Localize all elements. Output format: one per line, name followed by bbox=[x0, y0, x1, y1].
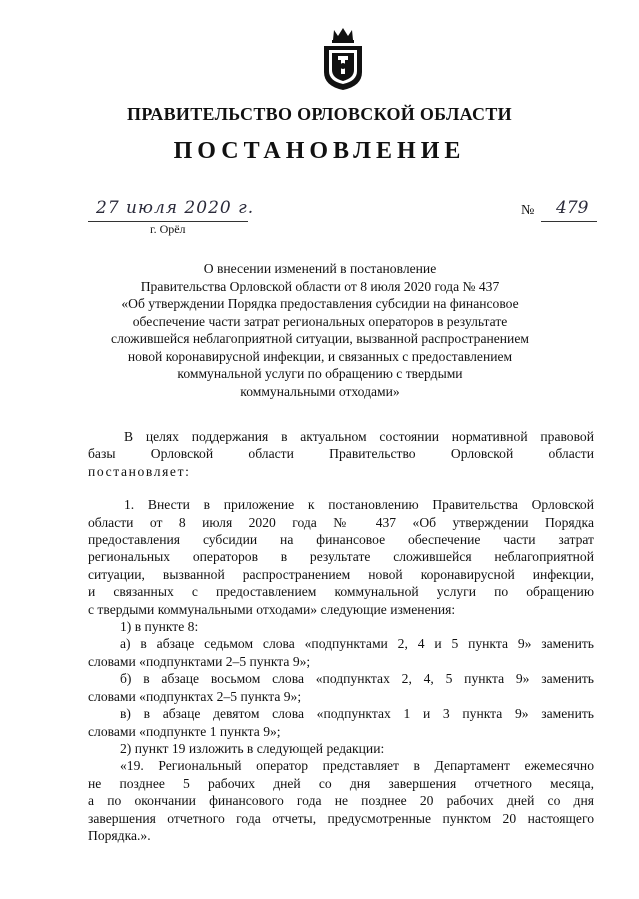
subject-line: сложившейся неблагоприятной ситуации, вызванной распространением bbox=[111, 331, 529, 346]
subject-line: новой коронавирусной инфекции, и связанных с предоставлением bbox=[127, 348, 513, 364]
clause19-line: Порядка.». bbox=[88, 827, 151, 843]
document-body bbox=[88, 428, 594, 844]
sub1b-line: словами «подпунктах 2–5 пункта 9»; bbox=[88, 688, 302, 704]
sub2-line: 2) пункт 19 изложить в следующей редакции: bbox=[120, 740, 385, 756]
item1-line: 1. Внести в приложение к постановлению Правительства Орловской bbox=[124, 497, 594, 513]
item1-line: ситуации, вызванной распространением новой коронавирусной инфекции, bbox=[88, 566, 594, 582]
document-type: ПОСТАНОВЛЕНИЕ bbox=[173, 138, 466, 164]
preamble-line: базы Орловской области Правительство Орловской области bbox=[88, 446, 594, 462]
clause19-line: «19. Региональный оператор представляет в Департамент ежемесячно bbox=[120, 758, 594, 774]
document-number: 479 bbox=[556, 198, 589, 218]
item1-line: с твердыми коммунальными отходами» следующие изменения: bbox=[88, 601, 456, 617]
subject-line: коммунальной услуги по обращению с твердыми bbox=[177, 366, 463, 381]
subject-line: Правительства Орловской области от 8 июля 2020 года № 437 bbox=[140, 278, 500, 294]
document-city: г. Орёл bbox=[150, 222, 186, 236]
sub1b-line: б) в абзаце восьмом слова «подпунктах 2, 4, 5 пункта 9» заменить bbox=[120, 671, 594, 687]
document-subject bbox=[70, 260, 570, 400]
coat-of-arms-icon bbox=[320, 26, 366, 92]
subject-line: коммунальными отходами» bbox=[240, 383, 400, 399]
item1-line: области от 8 июля 2020 года № 437 «Об утверждении Порядка bbox=[88, 514, 594, 530]
government-title: ПРАВИТЕЛЬСТВО ОРЛОВСКОЙ ОБЛАСТИ bbox=[127, 104, 512, 124]
sub1c-line: словами «подпункте 1 пункта 9»; bbox=[88, 723, 281, 739]
sub1-line: 1) в пункте 8: bbox=[120, 619, 199, 635]
subject-line: обеспечение части затрат региональных операторов в результате bbox=[132, 313, 508, 329]
number-label: № bbox=[521, 203, 535, 218]
sub1a-line: словами «подпунктами 2–5 пункта 9»; bbox=[88, 653, 311, 669]
item1-line: и связанных с предоставлением коммунальной услуги по обращению bbox=[88, 584, 594, 600]
document-date: 27 июля 2020 г. bbox=[96, 198, 255, 218]
sub1c-line: в) в абзаце девятом слова «подпунктах 1 и 3 пункта 9» заменить bbox=[120, 706, 594, 722]
preamble-line: В целях поддержания в актуальном состоянии нормативной правовой bbox=[124, 429, 594, 444]
item1-line: региональных операторов в результате сложившейся неблагоприятной bbox=[88, 549, 594, 565]
subject-line: О внесении изменений в постановление bbox=[203, 261, 437, 276]
item1-line: предоставления субсидии на финансовое обеспечение части затрат bbox=[88, 532, 594, 548]
paragraph-gap bbox=[88, 480, 594, 496]
clause19-line: завершения отчетного года отчеты, предусмотренные пунктом 20 настоящего bbox=[88, 810, 594, 826]
clause19-line: не позднее 5 рабочих дней со дня завершения отчетного месяца, bbox=[88, 775, 594, 791]
sub1a-line: а) в абзаце седьмом слова «подпунктами 2, 4 и 5 пункта 9» заменить bbox=[120, 636, 594, 652]
subject-line: «Об утверждении Порядка предоставления субсидии на финансовое bbox=[121, 296, 519, 311]
preamble-line: постановляет: bbox=[88, 463, 191, 479]
clause19-line: а по окончании финансового года не позднее 20 рабочих дней со дня bbox=[88, 793, 594, 809]
